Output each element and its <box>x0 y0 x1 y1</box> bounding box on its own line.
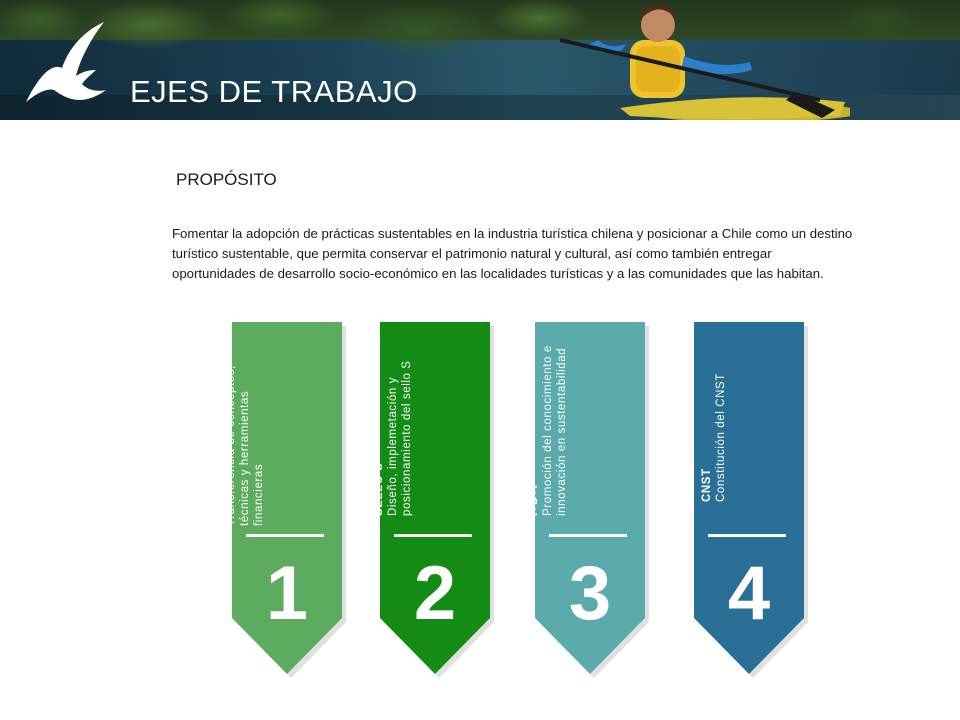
card-desc-line: Transferencia de conceptos, <box>225 365 237 526</box>
header-banner <box>0 0 960 120</box>
paragraph-line: oportunidades de desarrollo socio-económico en las localidades turísticas y a las comunidades que las habitan. <box>172 266 824 281</box>
purpose-paragraph <box>172 224 932 284</box>
section-title: PROPÓSITO <box>176 170 277 189</box>
card-desc-line: Promoción del conocimiento e <box>542 345 554 516</box>
card-desc-line: innovación en sustentabilidad <box>556 347 568 516</box>
card-divider <box>246 534 324 537</box>
card-divider <box>708 534 786 537</box>
axis-card-cnst <box>694 322 804 674</box>
card-number: 2 <box>413 551 457 636</box>
card-text <box>372 316 414 516</box>
eagle-logo-icon <box>22 20 112 110</box>
card-name: CNST <box>701 468 713 502</box>
paragraph-line: turístico sustentable, que permita conservar el patrimonio natural y cultural, así como también entregar <box>172 246 772 261</box>
axis-card-difusion <box>211 322 342 674</box>
card-desc-line: Constitución del CNST <box>715 373 727 502</box>
card-desc-line: técnicas y herramientas financieras <box>239 390 265 526</box>
kayaker-image <box>560 0 850 120</box>
card-divider <box>549 534 627 537</box>
card-name: DIFUSIÓN <box>211 466 223 526</box>
card-name: SELLO S <box>373 462 385 516</box>
paragraph-line: Fomentar la adopción de prácticas sustentables en la industria turística chilena y posicionar a Chile como un destino <box>172 226 853 241</box>
card-desc-line: Diseño, implemetación y <box>387 376 399 516</box>
axis-card-sello-s <box>373 322 490 674</box>
card-number: 4 <box>727 551 771 636</box>
page-title: EJES DE TRABAJO <box>130 74 418 109</box>
card-text <box>700 302 728 502</box>
card-text <box>210 326 266 526</box>
card-text <box>527 316 569 516</box>
axis-card-idi <box>528 322 645 674</box>
card-number: 1 <box>265 551 309 636</box>
card-divider <box>394 534 472 537</box>
card-name: I+D+I <box>528 484 540 516</box>
card-number: 3 <box>568 551 612 636</box>
card-desc-line: posicionamiento del sello S <box>401 360 413 516</box>
